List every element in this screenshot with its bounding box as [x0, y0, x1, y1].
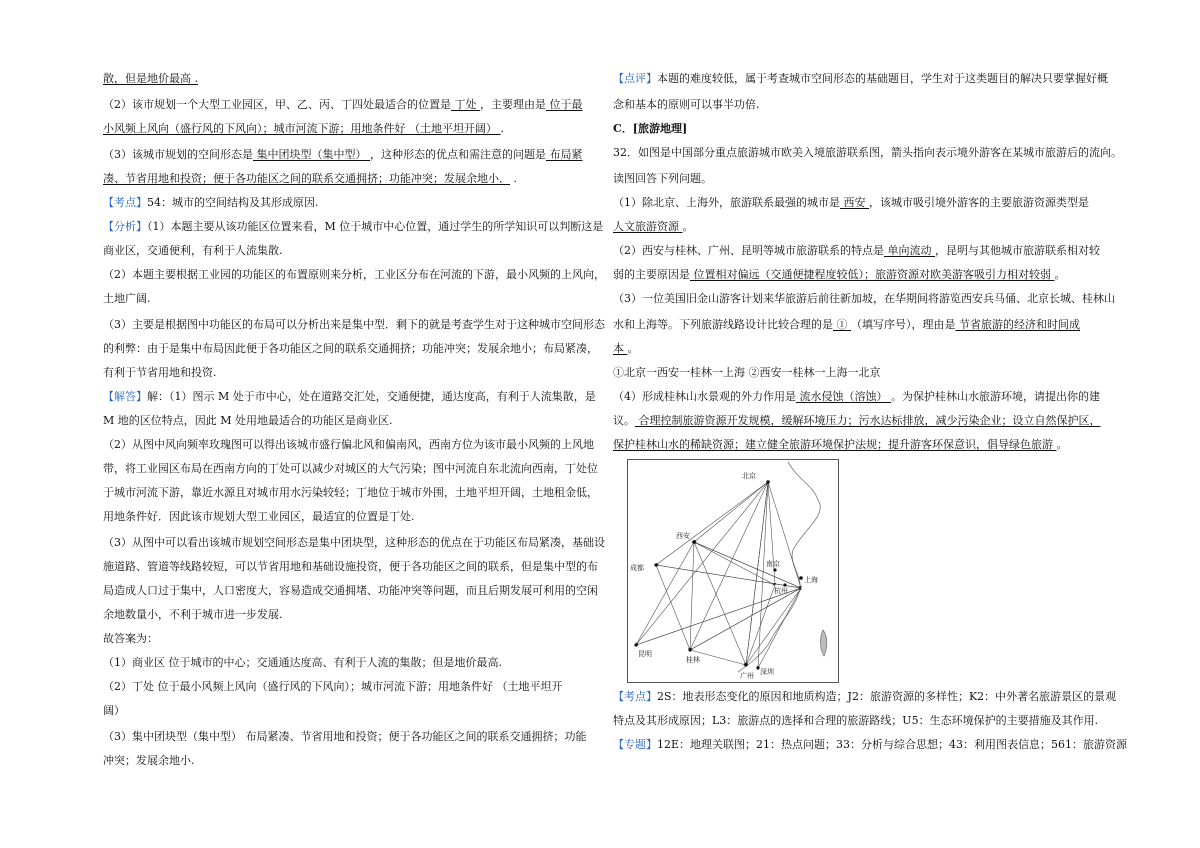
city-guilin: 桂林	[686, 656, 700, 664]
text-line: 带，将工业园区布局在西南方向的丁处可以减少对城区的大气污染；图中河流自东北流向西南，丁处位	[103, 462, 598, 475]
flow-lines	[636, 482, 801, 668]
section-heading: C．[旅游地理]	[613, 122, 688, 135]
text-line: 散，但是地价最高 .	[103, 72, 198, 85]
text-line: 人文旅游资源 。	[613, 220, 694, 233]
answer-line: （2）丁处 位于最小风频上风向（盛行风的下风向）；城市河流下游；用地条件好 （土地平坦开	[103, 680, 563, 693]
dianping-line: 【点评】本题的难度较低，属于考查城市空间形态的基础题目，学生对于这类题目的解决只要掌握好概	[613, 72, 1108, 85]
map-svg	[628, 460, 838, 682]
text-line: 特点及其形成原因；L3：旅游点的选择和合理的旅游路线；U5：生态环境保护的主要措施及其作用.	[613, 714, 1099, 727]
text-line: （4）形成桂林山水景观的外力作用是 流水侵蚀（溶蚀） 。为保护桂林山水旅游环境，请提出你的建	[613, 390, 1100, 403]
text-line: 读图回答下列问题。	[613, 172, 712, 185]
answer-line: 阔）	[103, 704, 125, 717]
text-line: （3）从图中可以看出该城市规划空间形态是集中团块型，这种形态的优点在于功能区布局紧凑，基础设	[103, 536, 605, 549]
dianping-tag: 【点评】	[613, 72, 657, 85]
zhuanti-tag: 【专题】	[613, 738, 657, 751]
city-chengdu: 成都	[630, 564, 644, 572]
text-line: （1）除北京、上海外，旅游联系最强的城市是 西安 ，该城市吸引境外游客的主要旅游资源类型是	[613, 196, 1089, 209]
tourism-flow-map	[627, 459, 839, 683]
text-line: （2）从图中风向频率玫瑰图可以得出该城市盛行偏北风和偏南风，西南方位为该市最小风频的上风地	[103, 438, 594, 451]
text-line: 凑、节省用地和投资；便于各功能区之间的联系交通拥挤；功能冲突；发展余地小． .	[103, 172, 517, 185]
fenxi-line: 【分析】（1）本题主要从该功能区位置来看，M 位于城市中心位置，通过学生的所学知识可以判断这是	[103, 220, 604, 233]
text-line: （2）西安与桂林、广州、昆明等城市旅游联系的特点是 单向流动 ，昆明与其他城市旅游联系相对较	[613, 244, 1100, 257]
jieda-line: 【解答】解：（1）图示 M 处于市中心，处在道路交汇处，交通便捷，通达度高，有利于人流集散，是	[103, 390, 596, 403]
text-line: 的利弊：由于是集中布局因此便于各功能区之间的联系交通拥挤；功能冲突；发展余地小；布局紧凑，	[103, 342, 598, 355]
text-line: 土地广阔.	[103, 292, 151, 305]
text-line: 议。 合理控制旅游资源开发规模，缓解环境压力；污水达标排放，减少污染企业；设立自然保护区，	[613, 414, 1101, 427]
text-line: （3）主要是根据图中功能区的布局可以分析出来是集中型．剩下的就是考查学生对于这种城市空间形态	[103, 318, 605, 331]
city-shenzhen: 深圳	[760, 668, 774, 676]
city-nanjing: 南京	[766, 560, 780, 568]
text-line: 局造成人口过于集中，人口密度大，容易造成交通拥堵、功能冲突等问题，而且后期发展可利用的空闲	[103, 584, 598, 597]
kaodian-line: 【考点】2S：地表形态变化的原因和地质构造；J2：旅游资源的多样性；K2：中外著名旅游景区的景观	[613, 690, 1117, 703]
zhuanti-line: 【专题】12E：地理关联图；21：热点问题；33：分析与综合思想；43：利用图表信息；561：旅游资源	[613, 738, 1128, 751]
text-line: （3）一位美国旧金山游客计划来华旅游后前往新加坡，在华期间将游览西安兵马俑、北京长城、桂林山	[613, 292, 1115, 305]
text-line: 本 。	[613, 342, 639, 355]
taiwan-shape	[820, 630, 826, 656]
text-line: 小风频上风向（盛行风的下风向）；城市河流下游；用地条件好 （土地平坦开阔） .	[103, 122, 504, 135]
text-line: 水和上海等。下列旅游线路设计比较合理的是 ① （填写序号），理由是 节省旅游的经济和时间成	[613, 318, 1080, 331]
kaodian-tag: 【考点】	[613, 690, 657, 703]
text-line: （2）本题主要根据工业园的功能区的布置原则来分析，工业区分布在河流的下游，最小风频的上风向，	[103, 268, 605, 281]
text-line: 用地条件好．因此该市规划大型工业园区，最适宜的位置是丁处.	[103, 510, 415, 523]
city-beijing: 北京	[742, 472, 756, 480]
kaodian-tag: 【考点】	[103, 196, 147, 209]
jieda-tag: 【解答】	[103, 390, 147, 403]
text-line: 有利于节省用地和投资.	[103, 366, 217, 379]
question-line: 32．如图是中国部分重点旅游城市欧美入境旅游联系图，箭头指向表示境外游客在某城市旅游后的流向。	[613, 146, 1122, 159]
answer-line: （3）集中团块型（集中型） 布局紧凑、节省用地和投资；便于各功能区之间的联系交通拥挤；功能	[103, 730, 587, 743]
text-line: 商业区，交通便利，有利于人流集散.	[103, 244, 283, 257]
kaodian-line: 【考点】54：城市的空间结构及其形成原因.	[103, 196, 319, 209]
city-hangzhou: 杭州	[774, 587, 788, 595]
city-kunming: 昆明	[638, 650, 652, 658]
text-line: M 地的区位特点，因此 M 处用地最适合的功能区是商业区.	[103, 414, 393, 427]
answer-line: （1）商业区 位于城市的中心；交通通达度高、有利于人流的集散；但是地价最高.	[103, 656, 502, 669]
text-line: 念和基本的原则可以事半功倍.	[613, 98, 760, 111]
text-line: （2）该市规划一个大型工业园区，甲、乙、丙、丁四处最适合的位置是 丁处 ，主要理由是 位于最	[103, 98, 583, 111]
text-line: 施道路、管道等线路较短，可以节省用地和基础设施投资，便于各功能区之间的联系，但是集中型的布	[103, 560, 598, 573]
text-line: 于城市河流下游，靠近水源且对城市用水污染较轻；丁地位于城市外围，土地平坦开阔，土地租金低，	[103, 486, 598, 499]
city-guangzhou: 广州	[740, 672, 754, 680]
text-line: 弱的主要原因是 位置相对偏远（交通便捷程度较低）；旅游资源对欧美游客吸引力相对较弱 。	[613, 268, 1066, 281]
text-line: 保护桂林山水的稀缺资源；建立健全旅游环境保护法规；提升游客环保意识，倡导绿色旅游 。	[613, 438, 1068, 451]
fenxi-tag: 【分析】	[103, 220, 147, 233]
city-shanghai: 上海	[804, 576, 818, 584]
text-line: 故答案为：	[103, 632, 158, 645]
text-line: 余地数量小，不利于城市进一步发展.	[103, 608, 283, 621]
text-line: （3）该城市规划的空间形态是 集中团块型（集中型） ，这种形态的优点和需注意的问题是 布局紧	[103, 148, 583, 161]
city-xian: 西安	[676, 532, 690, 540]
text-line: ①北京一西安一桂林一上海 ②西安一桂林一上海一北京	[613, 366, 881, 379]
answer-line: 冲突；发展余地小.	[103, 754, 195, 767]
